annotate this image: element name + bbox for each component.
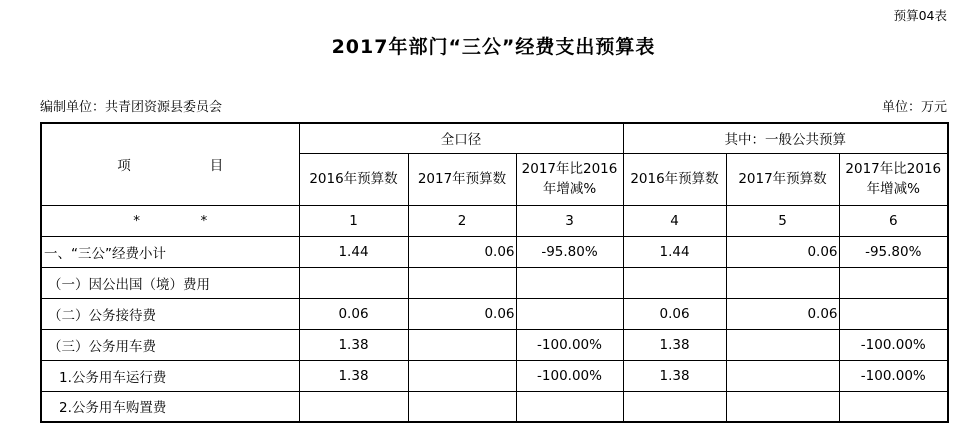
row-label: 一、“三公”经费小计 [41, 236, 299, 267]
marker-text [133, 213, 207, 229]
value-cell [623, 391, 726, 422]
value-cell: 0.06 [623, 298, 726, 329]
table-row-reception-expense [41, 298, 948, 329]
table-row-abroad-expense [41, 267, 948, 298]
subheader-change-pct-full: 2017年比2016年增减% [516, 153, 623, 205]
subheader-2017-budget-full: 2017年预算数 [408, 153, 516, 205]
value-cell: -100.00% [839, 360, 948, 391]
group-header-general-public-budget: 其中：一般公共预算 [623, 123, 948, 153]
meta-row [40, 96, 947, 115]
table-row-vehicle-expense [41, 329, 948, 360]
currency-unit-label: 单位：万元 [881, 100, 947, 115]
row-label: （一）因公出国（境）费用 [41, 267, 299, 298]
value-cell [408, 329, 516, 360]
value-cell: 0.06 [408, 236, 516, 267]
value-cell: 1.38 [299, 360, 408, 391]
subheader-change-pct-general: 2017年比2016年增减% [839, 153, 948, 205]
col-number-6: 6 [839, 205, 948, 236]
col-number-2: 2 [408, 205, 516, 236]
value-cell [726, 360, 839, 391]
value-cell [726, 267, 839, 298]
row-label: （二）公务接待费 [41, 298, 299, 329]
value-cell: 1.38 [299, 329, 408, 360]
value-cell [516, 298, 623, 329]
value-cell: -100.00% [516, 360, 623, 391]
item-header-cell [41, 123, 299, 205]
value-cell: 0.06 [726, 298, 839, 329]
marker-second: * [200, 212, 208, 229]
col-number-5: 5 [726, 205, 839, 236]
marker-first: * [133, 212, 140, 229]
value-cell: -95.80% [516, 236, 623, 267]
subheader-2016-budget-full: 2016年预算数 [299, 153, 408, 205]
column-number-row [41, 205, 948, 236]
group-header-row [41, 123, 948, 153]
table-row-subtotal [41, 236, 948, 267]
value-cell [839, 391, 948, 422]
budget-table [40, 122, 949, 423]
group-header-full-caliber: 全口径 [299, 123, 623, 153]
value-cell [839, 298, 948, 329]
value-cell [408, 360, 516, 391]
value-cell: 1.44 [299, 236, 408, 267]
marker-cell [41, 205, 299, 236]
col-number-4: 4 [623, 205, 726, 236]
item-header-second: 目 [209, 158, 224, 175]
item-header-text [117, 154, 223, 174]
row-label: 2.公务用车购置费 [41, 391, 299, 422]
subheader-2017-budget-general: 2017年预算数 [726, 153, 839, 205]
value-cell: 1.38 [623, 360, 726, 391]
value-cell [516, 391, 623, 422]
value-cell [408, 391, 516, 422]
compiler-unit-label: 编制单位：共青团资源县委员会 [40, 100, 223, 115]
value-cell [299, 391, 408, 422]
form-number-label: 预算04表 [893, 8, 947, 23]
value-cell [726, 329, 839, 360]
row-label: 1.公务用车运行费 [41, 360, 299, 391]
value-cell [516, 267, 623, 298]
value-cell: 1.44 [623, 236, 726, 267]
col-number-1: 1 [299, 205, 408, 236]
page-title: 2017年部门“三公”经费支出预算表 [331, 36, 656, 58]
value-cell: -100.00% [516, 329, 623, 360]
value-cell: 0.06 [408, 298, 516, 329]
value-cell: 0.06 [726, 236, 839, 267]
item-header-first: 项 [117, 158, 131, 175]
value-cell [299, 267, 408, 298]
value-cell: 0.06 [299, 298, 408, 329]
value-cell: -95.80% [839, 236, 948, 267]
subheader-2016-budget-general: 2016年预算数 [623, 153, 726, 205]
value-cell: -100.00% [839, 329, 948, 360]
col-number-3: 3 [516, 205, 623, 236]
value-cell [726, 391, 839, 422]
table-row-vehicle-purchase [41, 391, 948, 422]
table-row-vehicle-operating [41, 360, 948, 391]
value-cell [839, 267, 948, 298]
value-cell: 1.38 [623, 329, 726, 360]
value-cell [408, 267, 516, 298]
value-cell [623, 267, 726, 298]
row-label: （三）公务用车费 [41, 329, 299, 360]
